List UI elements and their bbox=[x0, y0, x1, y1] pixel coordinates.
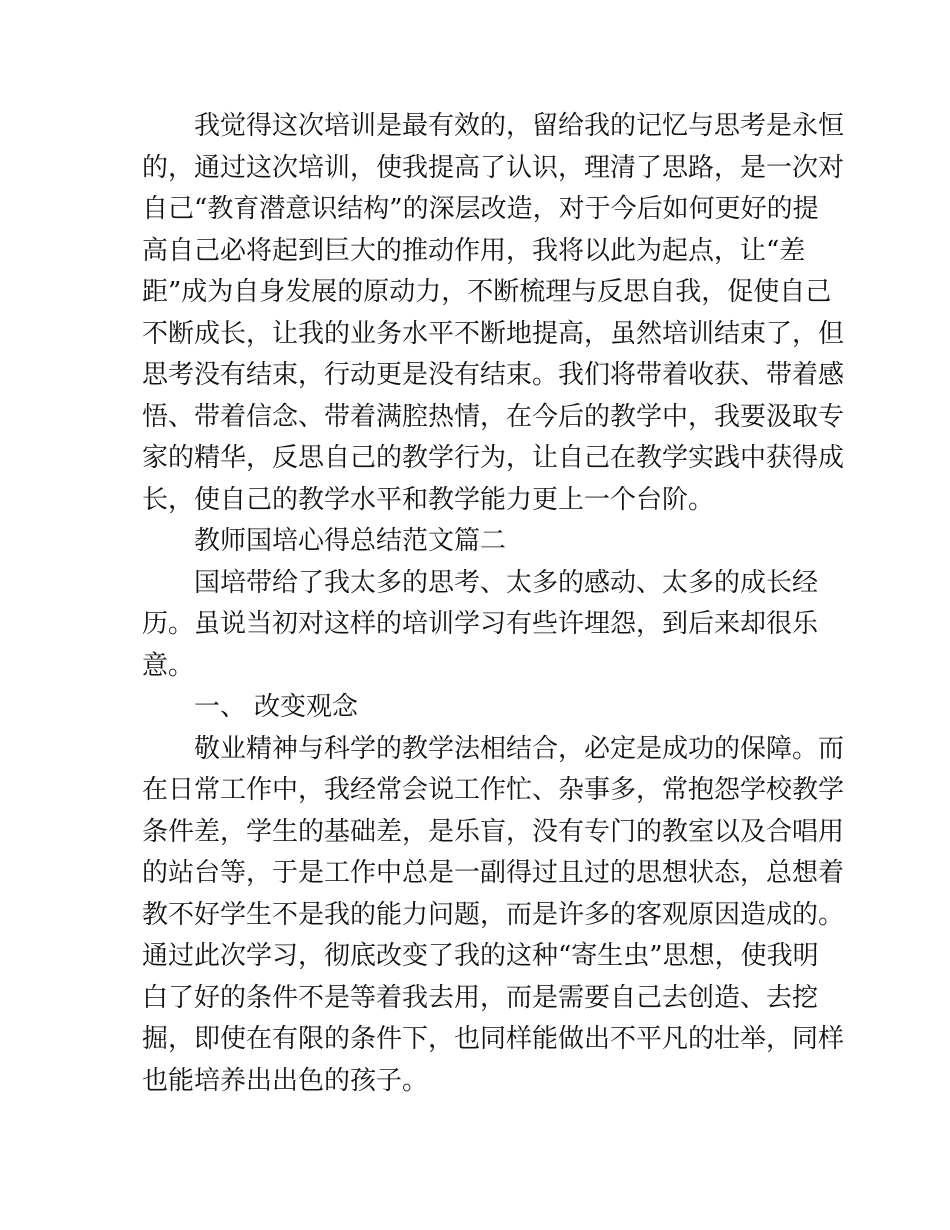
document-body bbox=[142, 106, 845, 1102]
text-line: 思考没有结束，行动更是没有结束。我们将带着收获、带着感 bbox=[142, 360, 845, 390]
paragraph-1 bbox=[142, 106, 845, 521]
subheading-change-concept bbox=[142, 687, 817, 729]
text-line: 家的精华，反思自己的教学行为，让自己在教学实践中获得成 bbox=[142, 443, 845, 473]
text-line: 也能培养出出色的孩子。 bbox=[142, 1065, 429, 1096]
text-line: 敬业精神与科学的教学法相结合，必定是成功的保障。而 bbox=[194, 733, 845, 764]
text-line: 国培带给了我太多的思考、太多的感动、太多的成长经 bbox=[194, 567, 819, 598]
text-line: 在日常工作中，我经常会说工作忙、杂事多，常抱怨学校教学 bbox=[142, 775, 845, 805]
text-line: 白了好的条件不是等着我去用，而是需要自己去创造、去挖 bbox=[142, 982, 819, 1013]
subheading-title: 改变观念 bbox=[254, 692, 359, 722]
text-line: 历。虽说当初对这样的培训学习有些许埋怨，到后来却很乐 bbox=[142, 609, 819, 639]
text-line: 通过此次学习，彻底改变了我的这种“寄生虫”思想，使我明 bbox=[142, 941, 819, 971]
section-title-part-two: 教师国培心得总结范文篇二 bbox=[194, 526, 507, 556]
text-line: 悟、带着信念、带着满腔热情，在今后的教学中，我要汲取专 bbox=[142, 401, 845, 432]
text-line: 我觉得这次培训是最有效的，留给我的记忆与思考是永恒 bbox=[194, 111, 845, 141]
text-line: 的站台等，于是工作中总是一副得过且过的思想状态，总想着 bbox=[142, 858, 845, 888]
text-line: 距”成为自身发展的原动力，不断梳理与反思自我，促使自己 bbox=[142, 277, 832, 307]
text-line: 教不好学生不是我的能力问题，而是许多的客观原因造成的。 bbox=[142, 899, 845, 930]
subheading-number: 一、 bbox=[194, 692, 247, 722]
text-line: 的，通过这次培训，使我提高了认识，理清了思路，是一次对 bbox=[142, 152, 845, 183]
text-line: 条件差，学生的基础差，是乐盲，没有专门的教室以及合唱用 bbox=[142, 816, 845, 847]
text-line: 不断成长，让我的业务水平不断地提高，虽然培训结束了，但 bbox=[142, 318, 845, 349]
text-line: 掘，即使在有限的条件下，也同样能做出不平凡的壮举，同样 bbox=[142, 1024, 845, 1054]
text-line: 长，使自己的教学水平和教学能力更上一个台阶。 bbox=[142, 484, 715, 515]
paragraph-3 bbox=[142, 729, 845, 1103]
text-line: 自己“教育潜意识结构”的深层改造，对于今后如何更好的提 bbox=[142, 194, 819, 224]
text-line: 高自己必将起到巨大的推动作用，我将以此为起点，让“差 bbox=[142, 235, 806, 266]
text-line: 意。 bbox=[142, 650, 195, 681]
paragraph-2 bbox=[142, 563, 817, 688]
